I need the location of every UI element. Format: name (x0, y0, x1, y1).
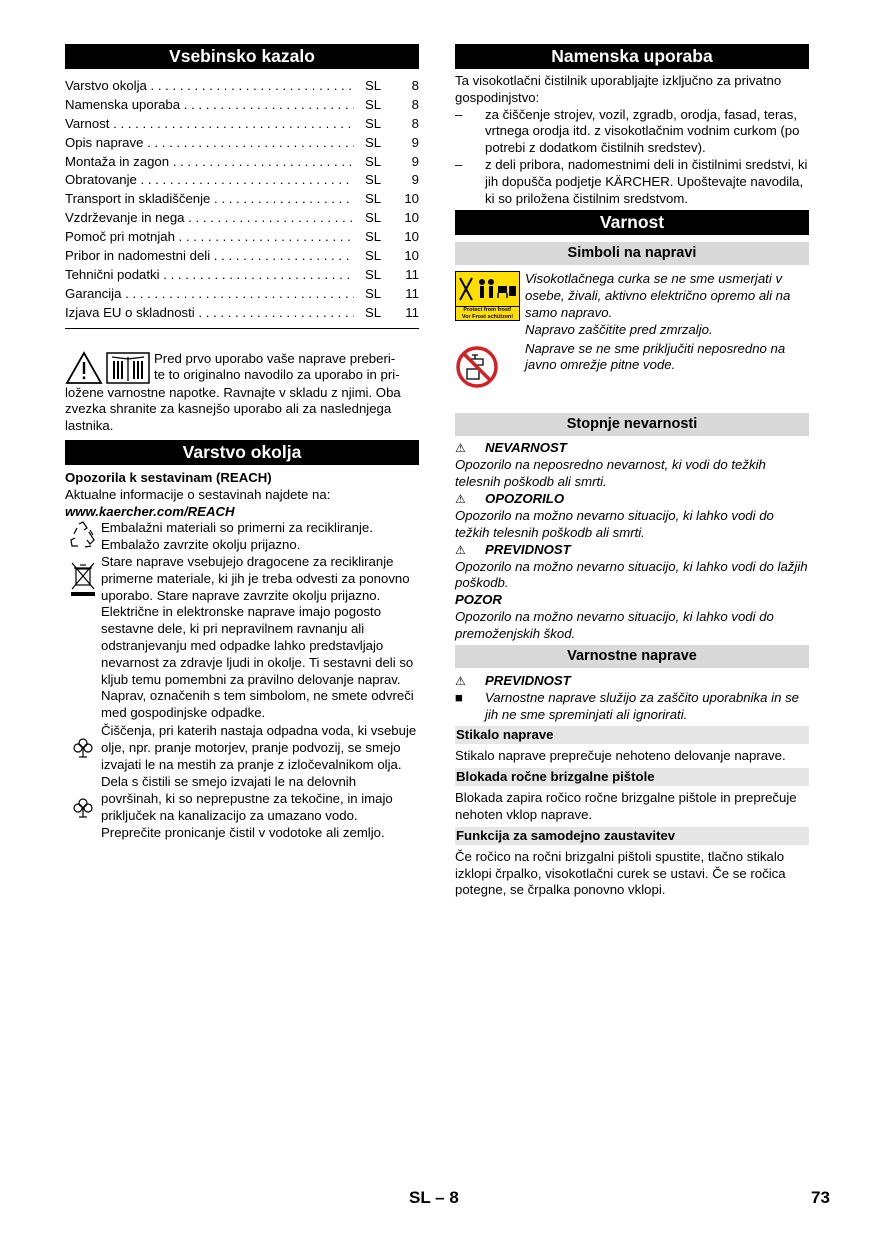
packaging-item (65, 520, 419, 554)
switch-heading: Stikalo naprave (455, 726, 809, 744)
toc-lang: SL (365, 266, 382, 282)
toc-page: 9 (411, 172, 419, 188)
safety-heading: Varnost (455, 210, 809, 235)
packaging-text: Embalažni materiali so primerni za recikliranje. Embalažo zavrzite okolju prijazno. (101, 520, 373, 553)
page-number: 73 (811, 1188, 830, 1207)
oil-text: Čiščenja, pri katerih nastaja odpadna voda, ki vsebuje olje, npr. pranje motorjev, pranje podvozij, se smejo izvajati le na mestih za pranje z izločevalnikom olja. (101, 722, 417, 772)
autostop-text: Če ročico na ročni brizgalni pištoli spustite, tlačno stikalo izklopi črpalko, visokotlačni curek se ustavi. Če se ročica potegne, se črpalka ponovno vklopi. (455, 848, 786, 898)
toc-page: 10 (404, 191, 419, 207)
toc-title: Opis naprave . . . (65, 134, 354, 153)
toc-page: 11 (405, 285, 419, 301)
toc-page: 10 (404, 229, 419, 245)
toc-title: Garancija . . . (65, 285, 354, 304)
switch-text: Stikalo naprave preprečuje nehoteno delovanje naprave. (455, 748, 786, 764)
use-intro: Ta visokotlačni čistilnik uporabljajte izključno za privatno gospodinjstvo: (455, 73, 782, 105)
toc-title: Transport in skladiščenje . . . (65, 190, 354, 209)
lock-heading: Blokada ročne brizgalne pištole (455, 768, 809, 786)
table-of-contents (65, 77, 419, 329)
toc-row (65, 285, 419, 304)
hazard-tag: POZOR (455, 592, 502, 608)
use-heading: Namenska uporaba (455, 44, 809, 69)
warning-triangle-icon (65, 351, 103, 385)
toc-heading: Vsebinsko kazalo (65, 44, 419, 69)
toc-page: 11 (405, 266, 419, 282)
reach-text: Aktualne informacije o sestavinah najdete na: (65, 486, 331, 502)
warning-triangle-icon: ⚠ (455, 542, 466, 557)
toc-lang: SL (365, 304, 382, 320)
toc-lang: SL (365, 115, 382, 131)
levels-heading: Stopnje nevarnosti (455, 413, 809, 436)
list-item (455, 157, 809, 207)
toc-title: Namenska uporaba . . . (65, 96, 354, 115)
toc-title: Tehnični podatki . . . (65, 266, 354, 285)
list-item (455, 107, 809, 157)
toc-row (65, 228, 419, 247)
hazard-description: Opozorilo na možno nevarno situacijo, ki lahko vodi do težkih telesnih poškodb ali smrti. (455, 507, 774, 540)
toc-title: Pomoč pri motnjah . . . (65, 228, 354, 247)
toc-row (65, 153, 419, 172)
toc-row (65, 209, 419, 228)
toc-row (65, 77, 419, 96)
toc-lang: SL (365, 229, 382, 245)
square-bullet-icon: ■ (455, 689, 463, 705)
hazard-tag: OPOZORILO (485, 491, 565, 507)
toc-page: 9 (411, 153, 419, 169)
lock-text: Blokada zapira ročico ročne brizgalne pištole in preprečuje nehoten vklop naprave. (455, 790, 797, 822)
hazard-description: Opozorilo na neposredno nevarnost, ki vodi do težkih telesnih poškodb ali smrti. (455, 457, 766, 490)
autostop-heading: Funkcija za samodejno zaustavitev (455, 827, 809, 845)
hazard-level-heading (455, 440, 809, 457)
toc-row (65, 190, 419, 209)
footer-section: SL – 8 (409, 1188, 459, 1207)
toc-page: 11 (405, 304, 419, 320)
hazard-description: Opozorilo na možno nevarno situacijo, ki lahko vodi do lažjih poškodb. (455, 558, 808, 591)
toc-page: 8 (411, 96, 419, 112)
dash-marker: – (455, 156, 463, 172)
reach-title: Opozorila k sestavinam (REACH) (65, 469, 272, 485)
toc-row (65, 134, 419, 153)
devices-note: Varnostne naprave služijo za zaščito uporabnika in se jih ne sme spreminjati ali ignorirati. (485, 689, 799, 722)
devices-warning (455, 673, 809, 690)
symbol-frost-text: Napravo zaščitite pred zmrzaljo. (525, 321, 713, 337)
reach-url: www.kaercher.com/REACH (65, 503, 235, 519)
toc-title: Montaža in zagon . . . (65, 153, 354, 172)
toc-page: 8 (411, 115, 419, 131)
old-devices-text: Stare naprave vsebujejo dragocene za recikliranje primerne materiale, ki jih je treba odvesti za ponovno uporabo. Stare naprave zavrzite okolju prijazno. (101, 553, 410, 603)
symbol-2 (455, 341, 809, 394)
use-item-2: z deli pribora, nadomestnimi deli in čistilnimi sredstvi, ki jih dopušča podjetje KÄRCHER. Upoštevajte navodila, ki so priložena čistilnim sredstvom. (485, 156, 808, 206)
toc-title: Obratovanje . . . (65, 171, 354, 190)
toc-lang: SL (365, 78, 382, 93)
oil-item (65, 723, 419, 773)
warning-triangle-icon: ⚠ (455, 492, 466, 507)
symbols-heading: Simboli na napravi (455, 242, 809, 265)
no-spray-icon (455, 271, 520, 307)
symbol-1 (455, 271, 809, 338)
toc-page: 9 (411, 134, 419, 150)
electric-text: Električne in elektronske naprave imajo pogosto sestavne dele, ki pri nepravilnem ravnanju ali odstranjevanju med odpadke lahko predstavljajo nevarnost za zdravje ljudi in okolje. Ti sestavni deli so kljub temu pomembni za pravilno delovanje naprav. Naprav, označenih s tem simbolom, ne smete odvreči med gospodinjske odpadke. (101, 604, 414, 721)
toc-lang: SL (365, 172, 382, 188)
left-column (65, 44, 419, 842)
toc-lang: SL (365, 210, 382, 226)
use-item-1: za čiščenje strojev, vozil, zgradb, orodja, fasad, teras, vrtnega orodja itd. z visokotlačnim vodnim curkom (po potrebi z dodatkom čistilnih sredstev). (485, 106, 800, 156)
warning-triangle-icon: ⚠ (455, 673, 466, 688)
intro-line-1: Pred prvo uporabo vaše naprave preberi- (154, 350, 396, 366)
toc-page: 10 (404, 210, 419, 226)
environment-tree-icon (73, 737, 93, 759)
toc-lang: SL (365, 134, 382, 150)
toc-lang: SL (365, 96, 382, 112)
hazard-tag: NEVARNOST (485, 440, 567, 456)
symbol-2-text: Naprave se ne sme priključiti neposredno na javno omrežje pitne vode. (525, 340, 786, 373)
toc-lang: SL (365, 285, 382, 301)
toc-title: Vzdrževanje in nega . . . (65, 209, 354, 228)
toc-lang: SL (365, 153, 382, 169)
crossed-bin-icon (69, 561, 97, 597)
toc-row (65, 96, 419, 115)
dash-marker: – (455, 106, 463, 122)
hazard-level-heading (455, 542, 809, 559)
frost-label-1: Protect from frost! (463, 307, 512, 314)
intro-block (65, 351, 419, 435)
toc-lang: SL (365, 191, 382, 207)
warning-triangle-icon: ⚠ (455, 441, 466, 456)
list-item (455, 690, 809, 724)
intro-rest: ložene varnostne napotke. Ravnajte v skladu z njimi. Oba zvezka shranite za kasnejšo uporabo ali za naslednjega lastnika. (65, 384, 401, 434)
env-heading: Varstvo okolja (65, 440, 419, 465)
surface-text: Dela s čistili se smejo izvajati le na delovnih površinah, ki so neprepustne za tekočine, in imajo priključek na kanalizacijo za umazano vodo. Preprečite pronicanje čistil v vodotoke ali zemljo. (101, 774, 393, 840)
toc-title: Varnost . . . (65, 115, 354, 134)
toc-lang: SL (365, 248, 382, 264)
devices-tag: PREVIDNOST (485, 672, 571, 688)
manual-book-icon (106, 351, 150, 385)
environment-tree-icon (73, 797, 93, 819)
toc-page: 10 (404, 248, 419, 264)
no-drinking-water-icon (455, 345, 499, 389)
frost-label-2: Vor Frost schützen! (461, 313, 514, 320)
toc-row (65, 171, 419, 190)
toc-row (65, 304, 419, 323)
toc-row (65, 266, 419, 285)
toc-row (65, 115, 419, 134)
devices-heading: Varnostne naprave (455, 645, 809, 668)
hazard-description: Opozorilo na možno nevarno situacijo, ki lahko vodi do premoženjskih škod. (455, 609, 774, 641)
toc-page: 8 (411, 78, 419, 93)
read-manual-icons (65, 351, 154, 385)
symbol-1-text: Visokotlačnega curka se ne sme usmerjati v osebe, živali, aktivno električno opremo ali na samo napravo. (525, 271, 791, 320)
intro-line-2: te to originalno navodilo za uporabo in pri- (154, 367, 400, 383)
recycling-icon (68, 520, 98, 552)
hazard-level-heading (455, 491, 809, 508)
old-devices-item (65, 554, 419, 604)
hazard-tag: PREVIDNOST (485, 541, 571, 557)
frost-warning-label (455, 271, 525, 338)
toc-row (65, 247, 419, 266)
toc-title: Varstvo okolja . . . (65, 77, 354, 96)
toc-title: Izjava EU o skladnosti . . . (65, 304, 354, 323)
right-column (455, 44, 809, 899)
surface-item (65, 774, 419, 841)
toc-title: Pribor in nadomestni deli . . . (65, 247, 354, 266)
hazard-level-heading (455, 592, 809, 609)
hazard-levels (455, 440, 809, 642)
